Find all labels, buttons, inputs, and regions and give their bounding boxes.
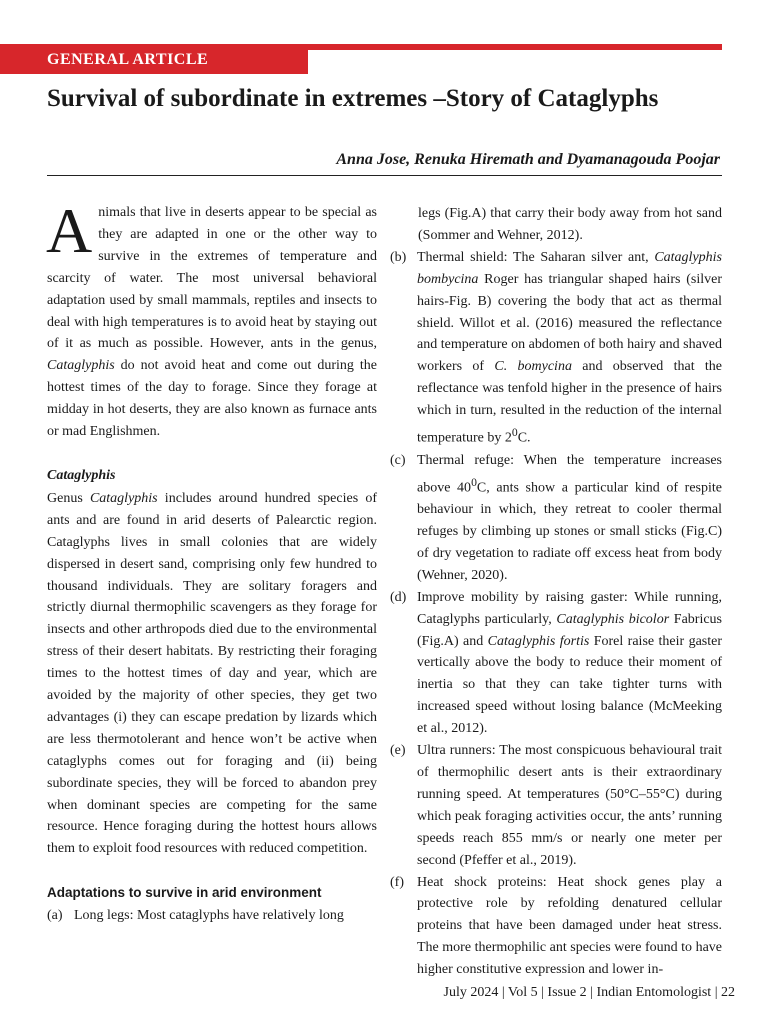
list-text: Ultra runners: The most conspicuous behavioural trait of thermophilic desert ants is their extraordinary running speed. At temperatures (50°C–55°C) during which peak foraging activities occur, the ants’ running speeds reach 855 mm/s or nearly one meter per second (Pfeffer et al., 2019). <box>417 743 722 868</box>
list-text: Thermal shield: The Saharan silver ant, Cataglyphis bombycina Roger has triangular shaped hairs (silver hairs-Fig. B) covering the body that act as thermal shield. Willot et al. (2016) measured the reflectance and temperature on abdomen of both hairy and shaved workers of C. bomycina and observed that the reflectance was tenfold higher in the presence of hairs which in turn, resulted in the reduction of the internal temperature by $2^0C$. <box>417 249 723 446</box>
article-authors: Anna Jose, Renuka Hiremath and Dyamanagouda Poojar <box>336 151 720 168</box>
cataglyphis-paragraph: Genus Cataglyphis includes around hundred species of ants and are found in arid deserts of Palearctic region. Cataglyphs lives in small colonies that are widely dispersed in desert sand, comprising only few hundred to thousand individuals. They are solitary foragers and strictly diurnal thermophilic scavengers as they forage for insects and other arthropods died due to the environmental stress of their desert habitats. By restricting their foraging times to the hottest times of day and year, which are avoided by the majority of other species, they get two advantages (i) they can escape predation by lizards which are less thermotolerant and hence won’t be active when cataglyphs comes out for foraging and (ii) being subordinate species, they will be forced to abandon prey when dominant species are competing for the same resource. Hence foraging during the hottest hours allows them to exploit food resources with reduced competition. <box>47 490 377 857</box>
list-label: (d) <box>390 589 407 605</box>
list-label: (f) <box>390 874 404 890</box>
list-item-a-continued: legs (Fig.A) that carry their body away from hot sand (Sommer and Wehner, 2012). <box>418 206 722 243</box>
list-text: Thermal refuge: When the temperature increases above $40^0C$, ants show a particular kind of respite behaviour in which, they retreat to cooler thermal refuges by climbing up stones or small sticks (Fig.C) of dry vegetation to radiate off excess heat from body (Wehner, 2020). <box>417 452 722 583</box>
drop-cap: A <box>46 195 93 266</box>
article-title: Survival of subordinate in extremes –Story of Cataglyphs <box>47 85 659 112</box>
intro-paragraph: Animals that live in deserts appear to be special as they are adapted in one or the other way to survive in the extremes of temperature and scarcity of water. The most universal behavioral adaptation used by small mammals, reptiles and insects to deal with high temperatures is to avoid heat by staying out of it as much as possible. However, ants in the genus, Cataglyphis do not avoid heat and come out during the hottest times of the day to forage. Since they forage at midday in hot deserts, they are also known as furnace ants or mad Englishmen. <box>46 195 377 440</box>
list-item-f <box>390 872 722 982</box>
left-column <box>46 195 377 927</box>
list-item-b <box>390 247 722 450</box>
title-divider <box>47 175 722 176</box>
list-label: (e) <box>390 743 406 759</box>
list-label: (a) <box>47 908 63 924</box>
right-column <box>390 203 722 981</box>
list-text: Improve mobility by raising gaster: While running, Cataglyphs particularly, Cataglyphis bicolor Fabricus (Fig.A) and Cataglyphis fortis Forel raise their gaster vertically above the body to reduce their moment of inertia so that they can take tighter turns with increased speed without losing balance (McMeeking et al., 2012). <box>417 589 723 737</box>
list-item-e <box>390 740 722 871</box>
section-label: GENERAL ARTICLE <box>47 51 209 68</box>
list-text: Heat shock proteins: Heat shock genes play a protective role by refolding denatured cellular proteins that have been damaged under heat stress. The more thermophilic ant species were found to have higher constitutive expression and lower in- <box>417 874 722 978</box>
list-label: (b) <box>390 249 407 265</box>
list-item-d <box>390 587 722 740</box>
list-item-a <box>47 905 377 927</box>
section-heading-adaptations: Adaptations to survive in arid environment <box>47 885 322 901</box>
list-item-c <box>390 450 722 587</box>
list-text: Long legs: Most cataglyphs have relatively long <box>74 908 344 924</box>
list-label: (c) <box>390 452 406 468</box>
page-footer: July 2024 | Vol 5 | Issue 2 | Indian Entomologist | 22 <box>443 985 735 1000</box>
section-heading-cataglyphis: Cataglyphis <box>47 467 116 483</box>
